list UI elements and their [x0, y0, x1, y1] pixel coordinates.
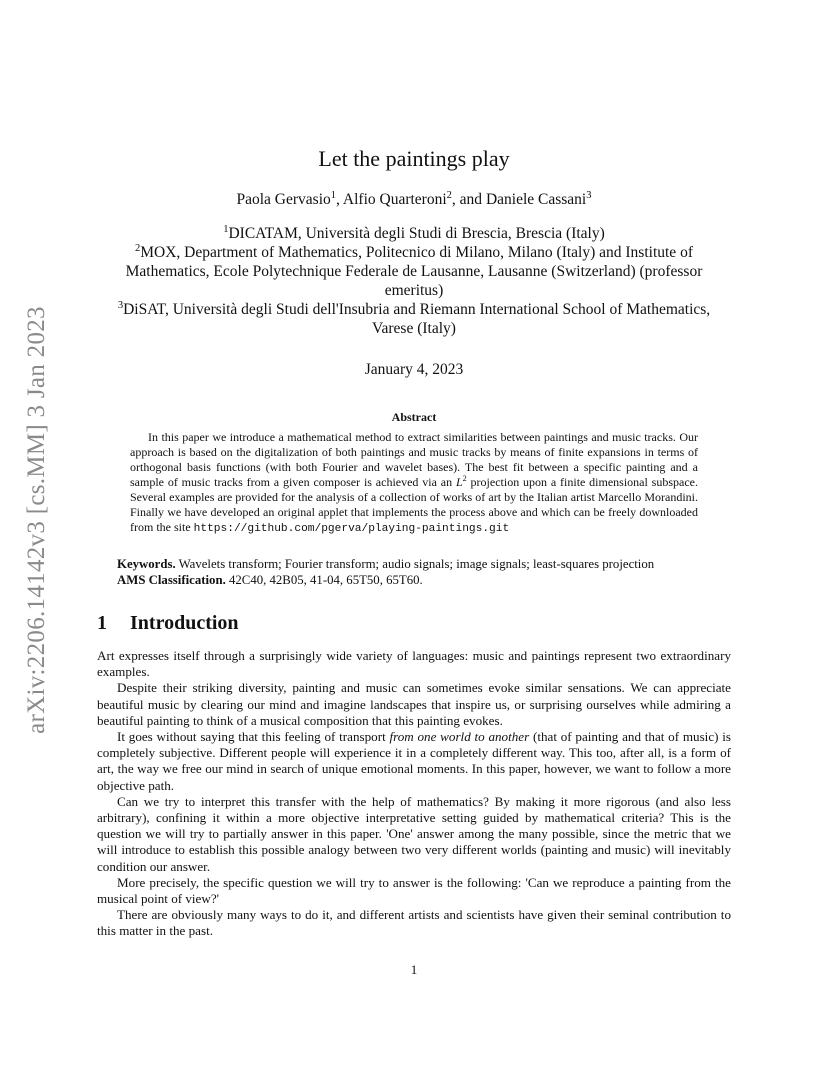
section-number: 1	[97, 612, 107, 634]
ams-line	[117, 572, 733, 588]
affiliation-mark: 2	[135, 242, 141, 254]
author-name: Paola Gervasio	[236, 191, 331, 208]
paper-title: Let the paintings play	[318, 146, 510, 171]
paragraph: Can we try to interpret this transfer with the help of mathematics? By making it more rigorous (and also less arbitrary), confining it within a more objective interpretative setting guided by mathematical criteria? This is the question we will try to partially answer in this paper. 'One' answer among the many possible, since the metric that we will introduce to establish this possible analogy between two very different worlds (painting and music) will inevitably condition our answer.	[97, 793, 731, 874]
math-superscript: 2	[462, 474, 467, 483]
repository-link[interactable]: https://github.com/pgerva/playing-paintings.git	[193, 523, 510, 535]
affiliation-list	[96, 224, 732, 338]
author-affiliation-mark: 1	[330, 189, 337, 201]
section-heading	[97, 612, 239, 635]
arxiv-sidebar-stamp	[22, 285, 52, 755]
affiliation-text: DICATAM, Università degli Studi di Brescia, Brescia (Italy)	[228, 225, 605, 242]
arxiv-identifier: arXiv:2206.14142v3 [cs.MM] 3 Jan 2023	[23, 306, 50, 734]
keywords-label: Keywords.	[117, 557, 176, 571]
page-number: 1	[410, 962, 418, 977]
author-affiliation-mark: 3	[586, 189, 592, 201]
affiliation-text: DiSAT, Università degli Studi dell'Insubria and Riemann International School of Mathematics, Varese (Italy)	[123, 301, 711, 337]
keywords-text: Wavelets transform; Fourier transform; audio signals; image signals; least-squares projection	[175, 557, 655, 571]
paragraph-text: It goes without saying that this feeling of transport	[117, 729, 390, 745]
abstract-text: In this paper we introduce a mathematical method to extract similarities between paintings and music tracks. Our approach is based on the digitalization of both paintings and music tracks by means of finite expansions in terms of orthogonal basis functions (with both Fourier and wavelet bases). The best fit between a specific painting and a sample of music tracks from a given composer is achieved via an	[130, 430, 698, 489]
affiliation	[96, 224, 732, 243]
keywords-block	[117, 556, 733, 588]
section-title: Introduction	[130, 612, 239, 634]
abstract-text: projection upon a finite dimensional subspace. Several examples are provided for the analysis of a collection of works of art by the Italian artist Marcello Morandini. Finally we have developed an original applet that implements the process above and which can be freely downloaded from the site	[130, 475, 698, 534]
affiliation-mark: 1	[223, 223, 229, 235]
author-list	[0, 191, 828, 209]
introduction-body	[97, 648, 731, 940]
paper-date: January 4, 2023	[364, 361, 464, 378]
affiliation-text: MOX, Department of Mathematics, Politecnico di Milano, Milano (Italy) and Institute of Mathematics, Ecole Polytechnique Federale de Lausanne, Lausanne (Switzerland) (professor emeritus)	[125, 244, 703, 299]
paragraph: Art expresses itself through a surprisingly wide variety of languages: music and paintings represent two extraordinary examples.	[97, 648, 731, 680]
author-separator: ,	[336, 191, 343, 208]
affiliation	[96, 243, 732, 300]
keywords-line	[117, 556, 733, 572]
paragraph: Despite their striking diversity, painting and music can sometimes evoke similar sensations. We can appreciate beautiful music by clearing our mind and imagine landscapes that inspire us, or surprising ourselves while admiring a beautiful painting to think of a musical composition that this painting evokes.	[97, 680, 731, 728]
affiliation	[96, 300, 732, 338]
author-separator: , and	[451, 191, 486, 208]
author-name: Alfio Quarteroni	[342, 191, 447, 208]
math-symbol: L	[455, 475, 463, 489]
author-name: Daniele Cassani	[485, 191, 587, 208]
paragraph-text: (that of painting and that of music) is completely subjective. Different people will experience it in a completely different way. This too, after all, is a form of art, the way we free our mind in search of unique emotional moments. In this paper, however, we want to follow a more objective path.	[97, 729, 731, 793]
paragraph: There are obviously many ways to do it, and different artists and scientists have given their seminal contribution to this matter in the past.	[97, 907, 731, 939]
ams-text: 42C40, 42B05, 41-04, 65T50, 65T60.	[225, 573, 423, 587]
author-affiliation-mark: 2	[446, 189, 452, 201]
affiliation-mark: 3	[117, 299, 124, 311]
abstract-heading: Abstract	[391, 410, 437, 424]
paragraph: More precisely, the specific question we will try to answer is the following: 'Can we reproduce a painting from the musical point of view?'	[97, 874, 731, 907]
paragraph	[97, 729, 731, 794]
ams-label: AMS Classification.	[117, 573, 226, 587]
emphasis-text: from one world to another	[389, 729, 530, 745]
abstract-body	[130, 430, 698, 537]
